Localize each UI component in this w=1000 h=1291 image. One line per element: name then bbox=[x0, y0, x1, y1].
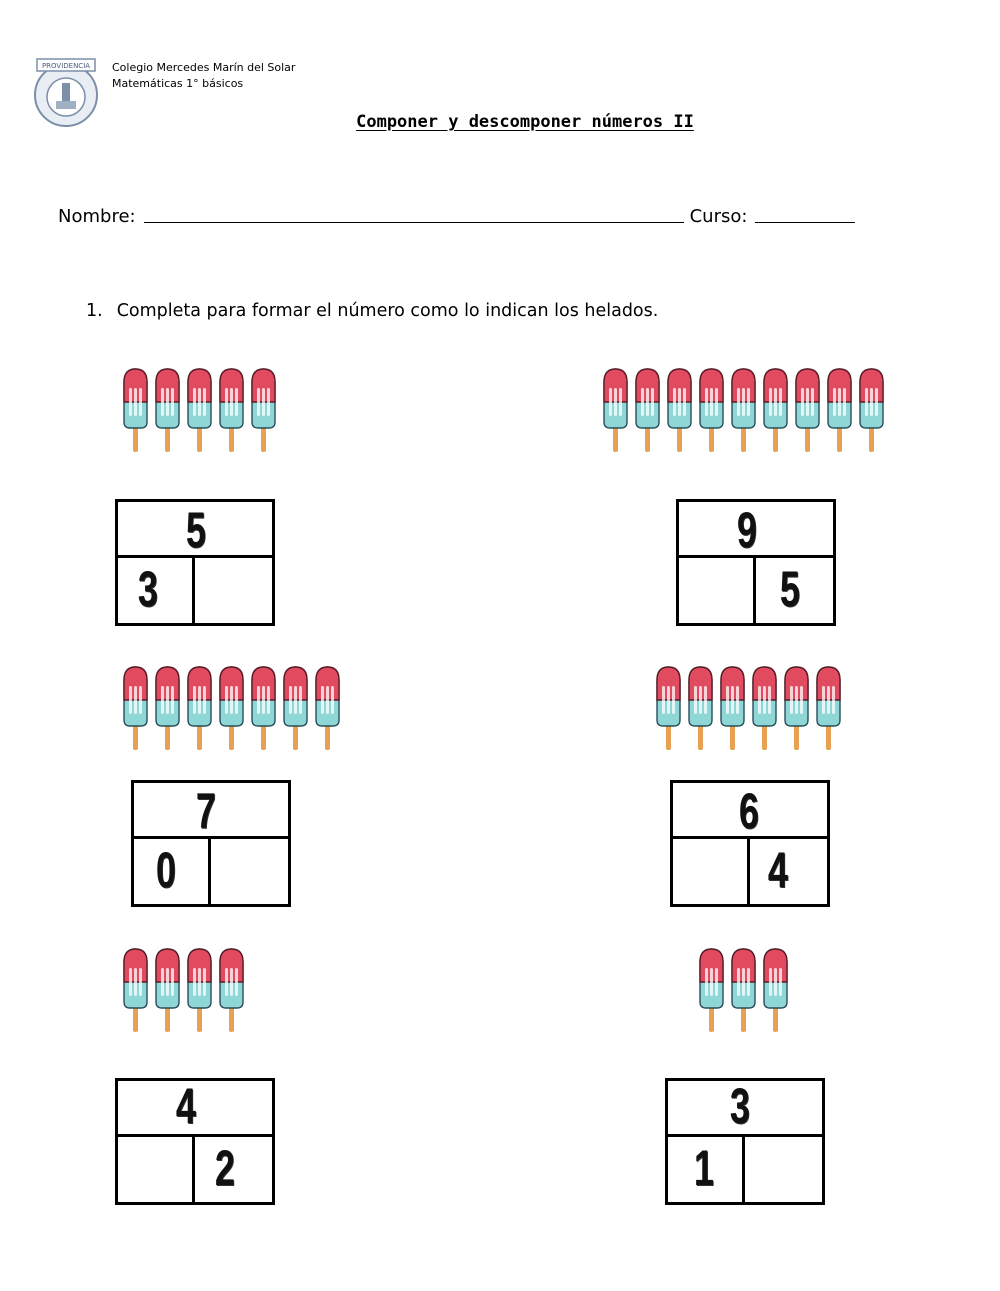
page-title: Componer y descomponer números II bbox=[356, 112, 694, 132]
popsicle-icon bbox=[152, 366, 184, 456]
total-number: 5 bbox=[185, 502, 206, 558]
number-box-6 bbox=[665, 1078, 825, 1205]
popsicle-icon bbox=[152, 946, 184, 1036]
popsicle-icon bbox=[781, 664, 813, 754]
popsicle-icon bbox=[248, 366, 280, 456]
popsicle-group-4 bbox=[653, 664, 845, 754]
left-part-cell[interactable] bbox=[668, 1137, 745, 1202]
course-label: Curso: bbox=[689, 206, 748, 227]
total-cell bbox=[673, 783, 827, 839]
svg-text:PROVIDENCIA: PROVIDENCIA bbox=[41, 62, 91, 70]
popsicle-icon bbox=[632, 366, 664, 456]
number-box-3 bbox=[131, 780, 291, 907]
name-field[interactable] bbox=[144, 221, 684, 223]
popsicle-icon bbox=[152, 664, 184, 754]
popsicle-icon bbox=[216, 664, 248, 754]
popsicle-group-5 bbox=[120, 946, 248, 1036]
left-part-cell[interactable] bbox=[673, 839, 750, 904]
popsicle-icon bbox=[120, 664, 152, 754]
right-part-number: 2 bbox=[214, 1140, 235, 1196]
name-label: Nombre: bbox=[58, 206, 136, 227]
popsicle-icon bbox=[696, 946, 728, 1036]
left-part-cell[interactable] bbox=[134, 839, 211, 904]
right-part-cell[interactable] bbox=[195, 558, 272, 623]
popsicle-icon bbox=[685, 664, 717, 754]
right-part-number: 4 bbox=[767, 842, 788, 898]
right-part-number: 5 bbox=[779, 561, 800, 617]
school-info bbox=[112, 60, 295, 92]
popsicle-icon bbox=[664, 366, 696, 456]
popsicle-icon bbox=[184, 664, 216, 754]
popsicle-icon bbox=[216, 366, 248, 456]
total-number: 4 bbox=[175, 1078, 196, 1134]
popsicle-icon bbox=[749, 664, 781, 754]
instruction-text: Completa para formar el número como lo indican los helados. bbox=[116, 301, 659, 321]
total-cell bbox=[679, 502, 833, 558]
left-part-cell[interactable] bbox=[679, 558, 756, 623]
number-box-4 bbox=[670, 780, 830, 907]
popsicle-group-1 bbox=[120, 366, 280, 456]
popsicle-icon bbox=[813, 664, 845, 754]
instruction bbox=[86, 301, 658, 321]
popsicle-icon bbox=[728, 946, 760, 1036]
right-part-cell[interactable] bbox=[745, 1137, 822, 1202]
popsicle-icon bbox=[760, 946, 792, 1036]
popsicle-icon bbox=[184, 946, 216, 1036]
popsicle-icon bbox=[696, 366, 728, 456]
total-number: 9 bbox=[736, 502, 757, 558]
number-box-5 bbox=[115, 1078, 275, 1205]
left-part-cell[interactable] bbox=[118, 1137, 195, 1202]
popsicle-group-2 bbox=[600, 366, 888, 456]
right-part-cell[interactable] bbox=[195, 1137, 272, 1202]
total-number: 7 bbox=[195, 783, 216, 839]
school-name: Colegio Mercedes Marín del Solar bbox=[112, 61, 296, 74]
total-cell bbox=[668, 1078, 822, 1137]
left-part-number: 0 bbox=[155, 842, 176, 898]
popsicle-icon bbox=[248, 664, 280, 754]
popsicle-icon bbox=[717, 664, 749, 754]
popsicle-icon bbox=[824, 366, 856, 456]
left-part-number: 3 bbox=[137, 561, 158, 617]
popsicle-icon bbox=[600, 366, 632, 456]
popsicle-icon bbox=[760, 366, 792, 456]
popsicle-icon bbox=[728, 366, 760, 456]
popsicle-group-3 bbox=[120, 664, 344, 754]
number-box-2 bbox=[676, 499, 836, 626]
right-part-cell[interactable] bbox=[750, 839, 827, 904]
total-number: 3 bbox=[729, 1078, 750, 1134]
popsicle-icon bbox=[184, 366, 216, 456]
number-box-1 bbox=[115, 499, 275, 626]
popsicle-icon bbox=[653, 664, 685, 754]
course-field[interactable] bbox=[755, 221, 855, 223]
popsicle-icon bbox=[120, 946, 152, 1036]
total-cell bbox=[118, 1078, 272, 1137]
popsicle-icon bbox=[792, 366, 824, 456]
popsicle-icon bbox=[856, 366, 888, 456]
total-cell bbox=[134, 783, 288, 839]
popsicle-icon bbox=[216, 946, 248, 1036]
left-part-number: 1 bbox=[693, 1140, 714, 1196]
popsicle-icon bbox=[120, 366, 152, 456]
instruction-number: 1. bbox=[86, 301, 103, 321]
right-part-cell[interactable] bbox=[211, 839, 288, 904]
subject-name: Matemáticas 1° básicos bbox=[112, 77, 244, 90]
total-number: 6 bbox=[738, 783, 759, 839]
student-form bbox=[58, 206, 855, 227]
popsicle-icon bbox=[312, 664, 344, 754]
total-cell bbox=[118, 502, 272, 558]
popsicle-icon bbox=[280, 664, 312, 754]
left-part-cell[interactable] bbox=[118, 558, 195, 623]
right-part-cell[interactable] bbox=[756, 558, 833, 623]
popsicle-group-6 bbox=[696, 946, 792, 1036]
